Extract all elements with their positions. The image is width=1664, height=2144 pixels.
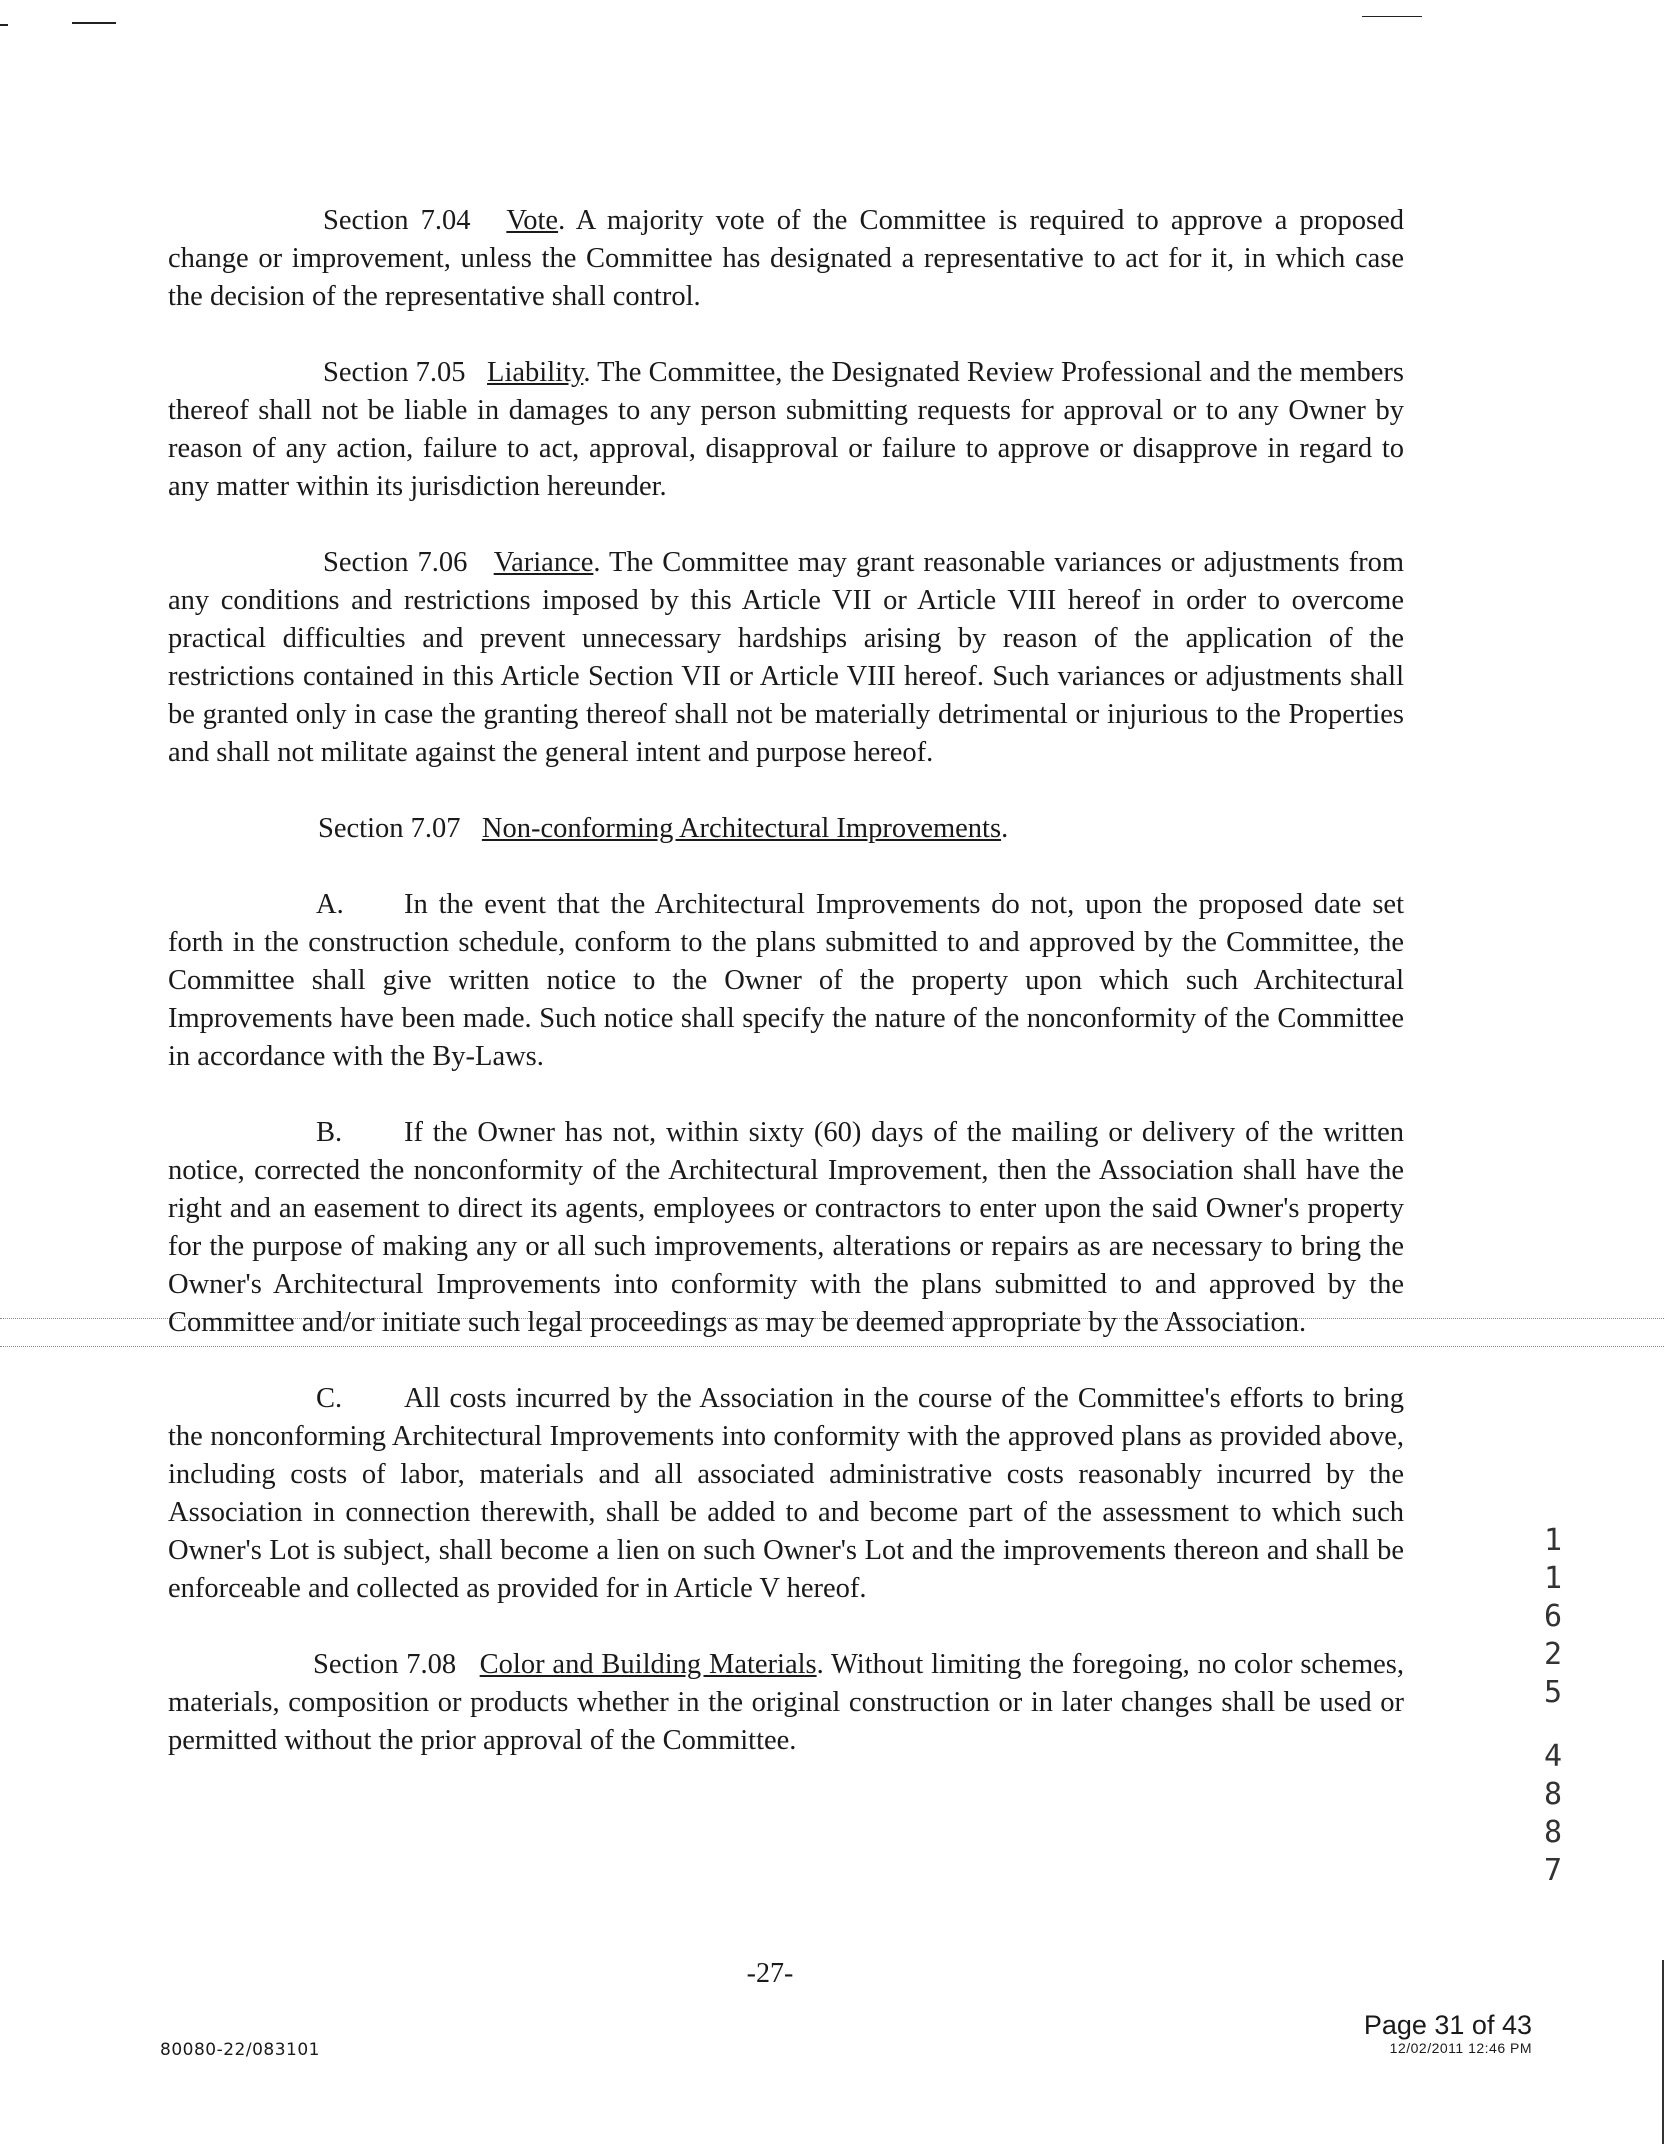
print-timestamp: 12/02/2011 12:46 PM bbox=[1389, 2040, 1532, 2056]
document-body bbox=[168, 202, 1404, 1798]
subsection-letter: C. bbox=[316, 1383, 343, 1414]
subsection-text: In the event that the Architectural Improvements do not, upon the proposed date set forth in the construction schedule, conform to the plans submitted to and approved by the Committee, the Committee shall give written notice to the Owner of the property upon which such Architectural Improvements have been made. Such notice shall specify the nature of the nonconformity of the Committee in accordance with the By-Laws. bbox=[168, 889, 1404, 1072]
stamp-digit: 1 bbox=[1543, 1561, 1563, 1596]
section-7-05 bbox=[168, 354, 1404, 506]
section-title: Non-conforming Architectural Improvements bbox=[481, 813, 1002, 844]
stamp-digit: 6 bbox=[1543, 1599, 1563, 1634]
section-7-06 bbox=[168, 544, 1404, 772]
section-number: Section 7.08 bbox=[313, 1649, 457, 1680]
section-trail: . bbox=[1001, 813, 1009, 844]
document-id: 80080-22/083101 bbox=[160, 2040, 320, 2060]
subsection-letter: B. bbox=[316, 1117, 343, 1148]
stamp-digit: 8 bbox=[1543, 1815, 1563, 1850]
section-7-04 bbox=[168, 202, 1404, 316]
section-title: Color and Building Materials bbox=[479, 1649, 817, 1680]
page-count-block bbox=[1364, 2010, 1532, 2056]
section-title: Vote bbox=[506, 205, 559, 236]
section-number: Section 7.05 bbox=[323, 357, 466, 388]
stamp-digit: 8 bbox=[1543, 1777, 1563, 1812]
section-number: Section 7.06 bbox=[323, 547, 468, 578]
section-text: . The Committee may grant reasonable variances or adjustments from any conditions and restrictions imposed by this Article VII or Article VIII hereof in order to overcome practical difficulties and prevent unnecessary hardships arising by reason of the application of the restrictions contained in this Article Section VII or Article VIII hereof. Such variances or adjustments shall be granted only in case the granting thereof shall not be materially detrimental or injurious to the Properties and shall not militate against the general intent and purpose hereof. bbox=[168, 547, 1404, 768]
page-number: -27- bbox=[746, 1958, 794, 1989]
scan-mark-left bbox=[0, 24, 8, 26]
stamp-digit: 2 bbox=[1543, 1637, 1563, 1672]
section-title: Variance bbox=[493, 547, 594, 578]
section-text: . Without limiting the foregoing, no color schemes, materials, composition or products whether in the original construction or in later changes shall be used or permitted without the prior approval of the Committee. bbox=[168, 1649, 1404, 1756]
subsection-text: If the Owner has not, within sixty (60) days of the mailing or delivery of the written notice, corrected the nonconformity of the Architectural Improvement, then the Association shall have the right and an easement to direct its agents, employees or contractors to enter upon the said Owner's property for the purpose of making any or all such improvements, alterations or repairs as are necessary to bring the Owner's Architectural Improvements into conformity with the plans submitted to and approved by the Committee and/or initiate such legal proceedings as may be deemed appropriate by the Association. bbox=[168, 1117, 1404, 1338]
section-text: . A majority vote of the Committee is required to approve a proposed change or improvement, unless the Committee has designated a representative to act for it, in which case the decision of the representative shall control. bbox=[168, 205, 1404, 312]
section-7-08 bbox=[168, 1646, 1404, 1760]
stamp-digit: 7 bbox=[1543, 1853, 1563, 1888]
subsection-b bbox=[168, 1114, 1404, 1342]
section-7-07-heading bbox=[168, 810, 1404, 848]
stamp-digit: 4 bbox=[1543, 1739, 1563, 1774]
recording-stamp bbox=[1538, 1522, 1568, 1890]
stamp-digit: 1 bbox=[1543, 1523, 1563, 1558]
subsection-a bbox=[168, 886, 1404, 1076]
subsection-text: All costs incurred by the Association in the course of the Committee's efforts to bring the nonconforming Architectural Improvements into conformity with the approved plans as provided above, including costs of labor, materials and all associated administrative costs reasonably incurred by the Association in connection therewith, shall be added to and become part of the assessment to which such Owner's Lot is subject, shall become a lien on such Owner's Lot and the improvements thereon and shall be enforceable and collected as provided for in Article V hereof. bbox=[168, 1383, 1404, 1604]
scan-mark-top bbox=[72, 22, 116, 24]
subsection-letter: A. bbox=[316, 889, 344, 920]
stamp-digit: 5 bbox=[1543, 1675, 1563, 1710]
subsection-c bbox=[168, 1380, 1404, 1608]
section-title: Liability bbox=[487, 357, 584, 388]
section-number: Section 7.04 bbox=[323, 205, 471, 236]
page-count: Page 31 of 43 bbox=[1363, 2010, 1532, 2040]
scan-mark-top-right bbox=[1362, 16, 1422, 17]
section-number: Section 7.07 bbox=[318, 813, 461, 844]
section-text: . The Committee, the Designated Review Professional and the members thereof shall not be liable in damages to any person submitting requests for approval or to any Owner by reason of any action, failure to act, approval, disapproval or failure to approve or disapprove in regard to any matter within its jurisdiction hereunder. bbox=[168, 357, 1404, 502]
